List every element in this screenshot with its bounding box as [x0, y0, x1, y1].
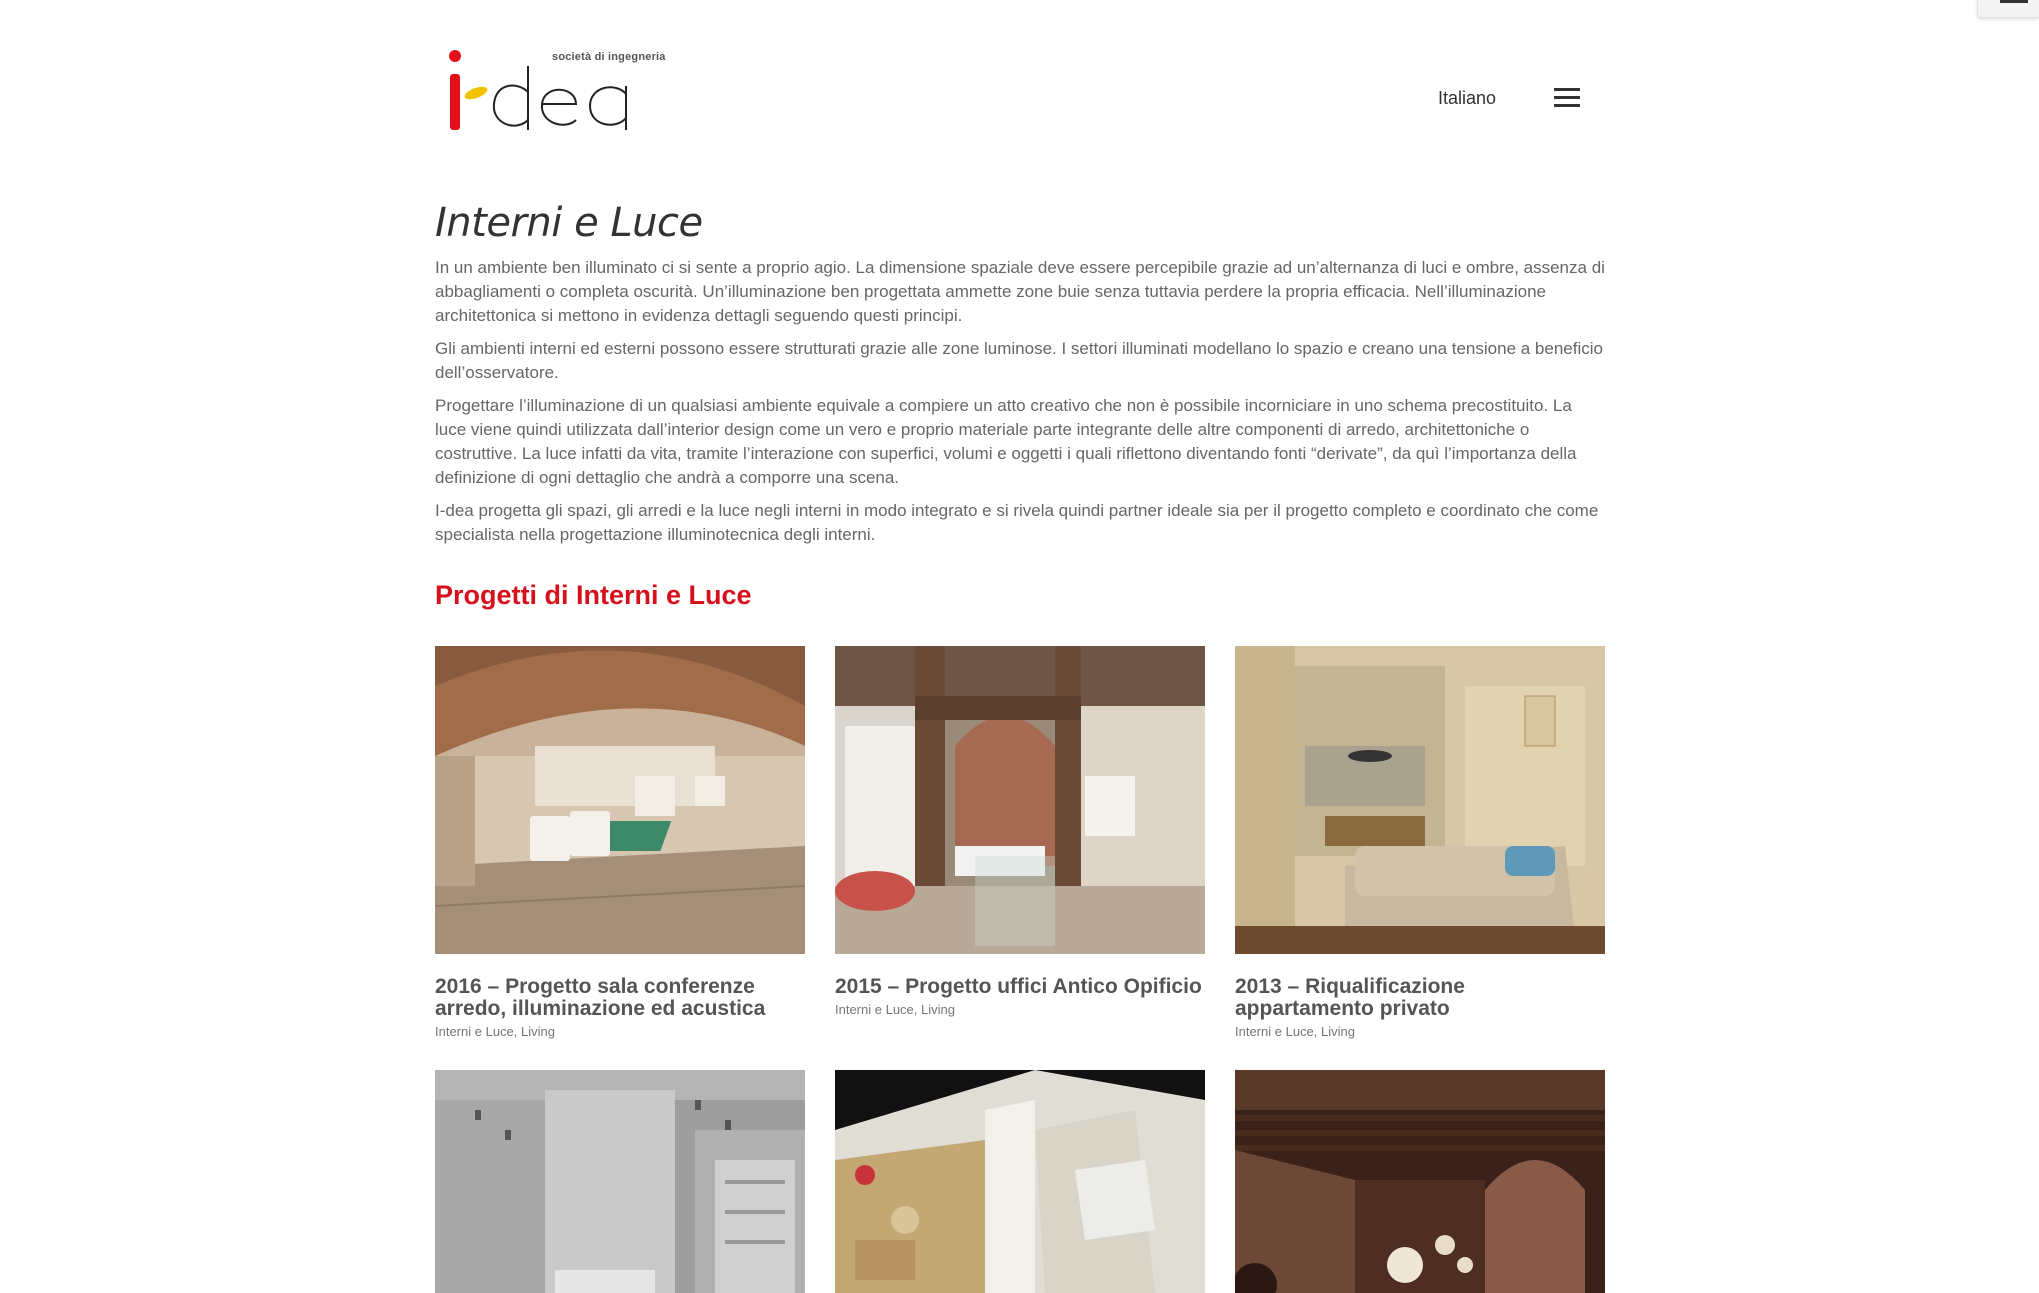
project-card[interactable] — [435, 1070, 805, 1293]
site-header — [0, 0, 2039, 160]
project-thumbnail[interactable] — [1235, 1070, 1605, 1293]
category-link[interactable]: Living — [1321, 1024, 1355, 1039]
project-card[interactable] — [1235, 1070, 1605, 1293]
project-thumbnail[interactable] — [1235, 646, 1605, 954]
intro-paragraph-2: Gli ambienti interni ed esterni possono essere strutturati grazie alle zone luminose. I settori illuminati modellano lo spazio e creano una tensione a beneficio dell’osservatore. — [435, 339, 1603, 382]
intro-paragraph-4: I-dea progetta gli spazi, gli arredi e la luce negli interni in modo integrato e si rivela quindi partner ideale sia per il progetto completo e coordinato che come specialista nella progettazione illuminotecnica degli interni. — [435, 501, 1599, 544]
intro-paragraph-3: Progettare l’illuminazione di un qualsiasi ambiente equivale a compiere un atto creativo che non è possibile incorniciare in uno schema precostituito. La luce viene quindi utilizzata dall’interior design come un vero e proprio materiale parte integrante delle altre componenti di arredo, architettoniche o costruttive. La luce infatti da vita, tramite l’interazione con superfici, volumi e oggetti i quali riflettono diventando fonti “derivate”, da quì l’importanza della definizione di ogni dettaglio che andrà a comporre una scena. — [435, 396, 1577, 487]
language-selector[interactable]: Italiano — [1438, 88, 1497, 108]
project-card[interactable] — [435, 646, 805, 1039]
page-title: Interni e Luce — [435, 200, 703, 246]
category-link[interactable]: Interni e Luce — [835, 1002, 914, 1017]
category-link[interactable]: Living — [521, 1024, 555, 1039]
project-categories: Interni e Luce, Living — [1235, 1024, 1355, 1039]
project-categories: Interni e Luce, Living — [435, 1024, 555, 1039]
category-link[interactable]: Living — [921, 1002, 955, 1017]
project-thumbnail[interactable] — [835, 1070, 1205, 1293]
projects-section-title: Progetti di Interni e Luce — [435, 580, 752, 610]
project-thumbnail[interactable] — [435, 646, 805, 954]
project-title[interactable]: 2013 – Riqualificazione appartamento privato — [1235, 975, 1465, 1020]
category-link[interactable]: Interni e Luce — [435, 1024, 514, 1039]
project-title[interactable]: 2015 – Progetto uffici Antico Opificio — [835, 975, 1202, 998]
project-title[interactable]: 2016 – Progetto sala conferenze arredo, illuminazione ed acustica — [435, 975, 766, 1020]
project-card[interactable] — [1235, 646, 1605, 1039]
project-thumbnail[interactable] — [435, 1070, 805, 1293]
intro-paragraph-1: In un ambiente ben illuminato ci si sente a proprio agio. La dimensione spaziale deve essere percepibile grazie ad un’alternanza di luci e ombre, assenza di abbagliamenti o completa oscurità. Un’illuminazione ben progettata ammette zone buie senza tuttavia perdere la propria efficacia. Nell’illuminazione architettonica si mettono in evidenza dettagli seguendo questi principi. — [435, 258, 1605, 325]
project-card[interactable] — [835, 1070, 1205, 1293]
logo-tagline: società di ingegneria — [552, 51, 666, 63]
project-card[interactable] — [835, 646, 1205, 1017]
category-link[interactable]: Interni e Luce — [1235, 1024, 1314, 1039]
hamburger-menu-icon[interactable] — [1554, 86, 1580, 108]
project-categories: Interni e Luce, Living — [835, 1002, 955, 1017]
site-logo[interactable] — [436, 46, 666, 142]
project-thumbnail[interactable] — [835, 646, 1205, 954]
main-content — [435, 196, 1605, 556]
